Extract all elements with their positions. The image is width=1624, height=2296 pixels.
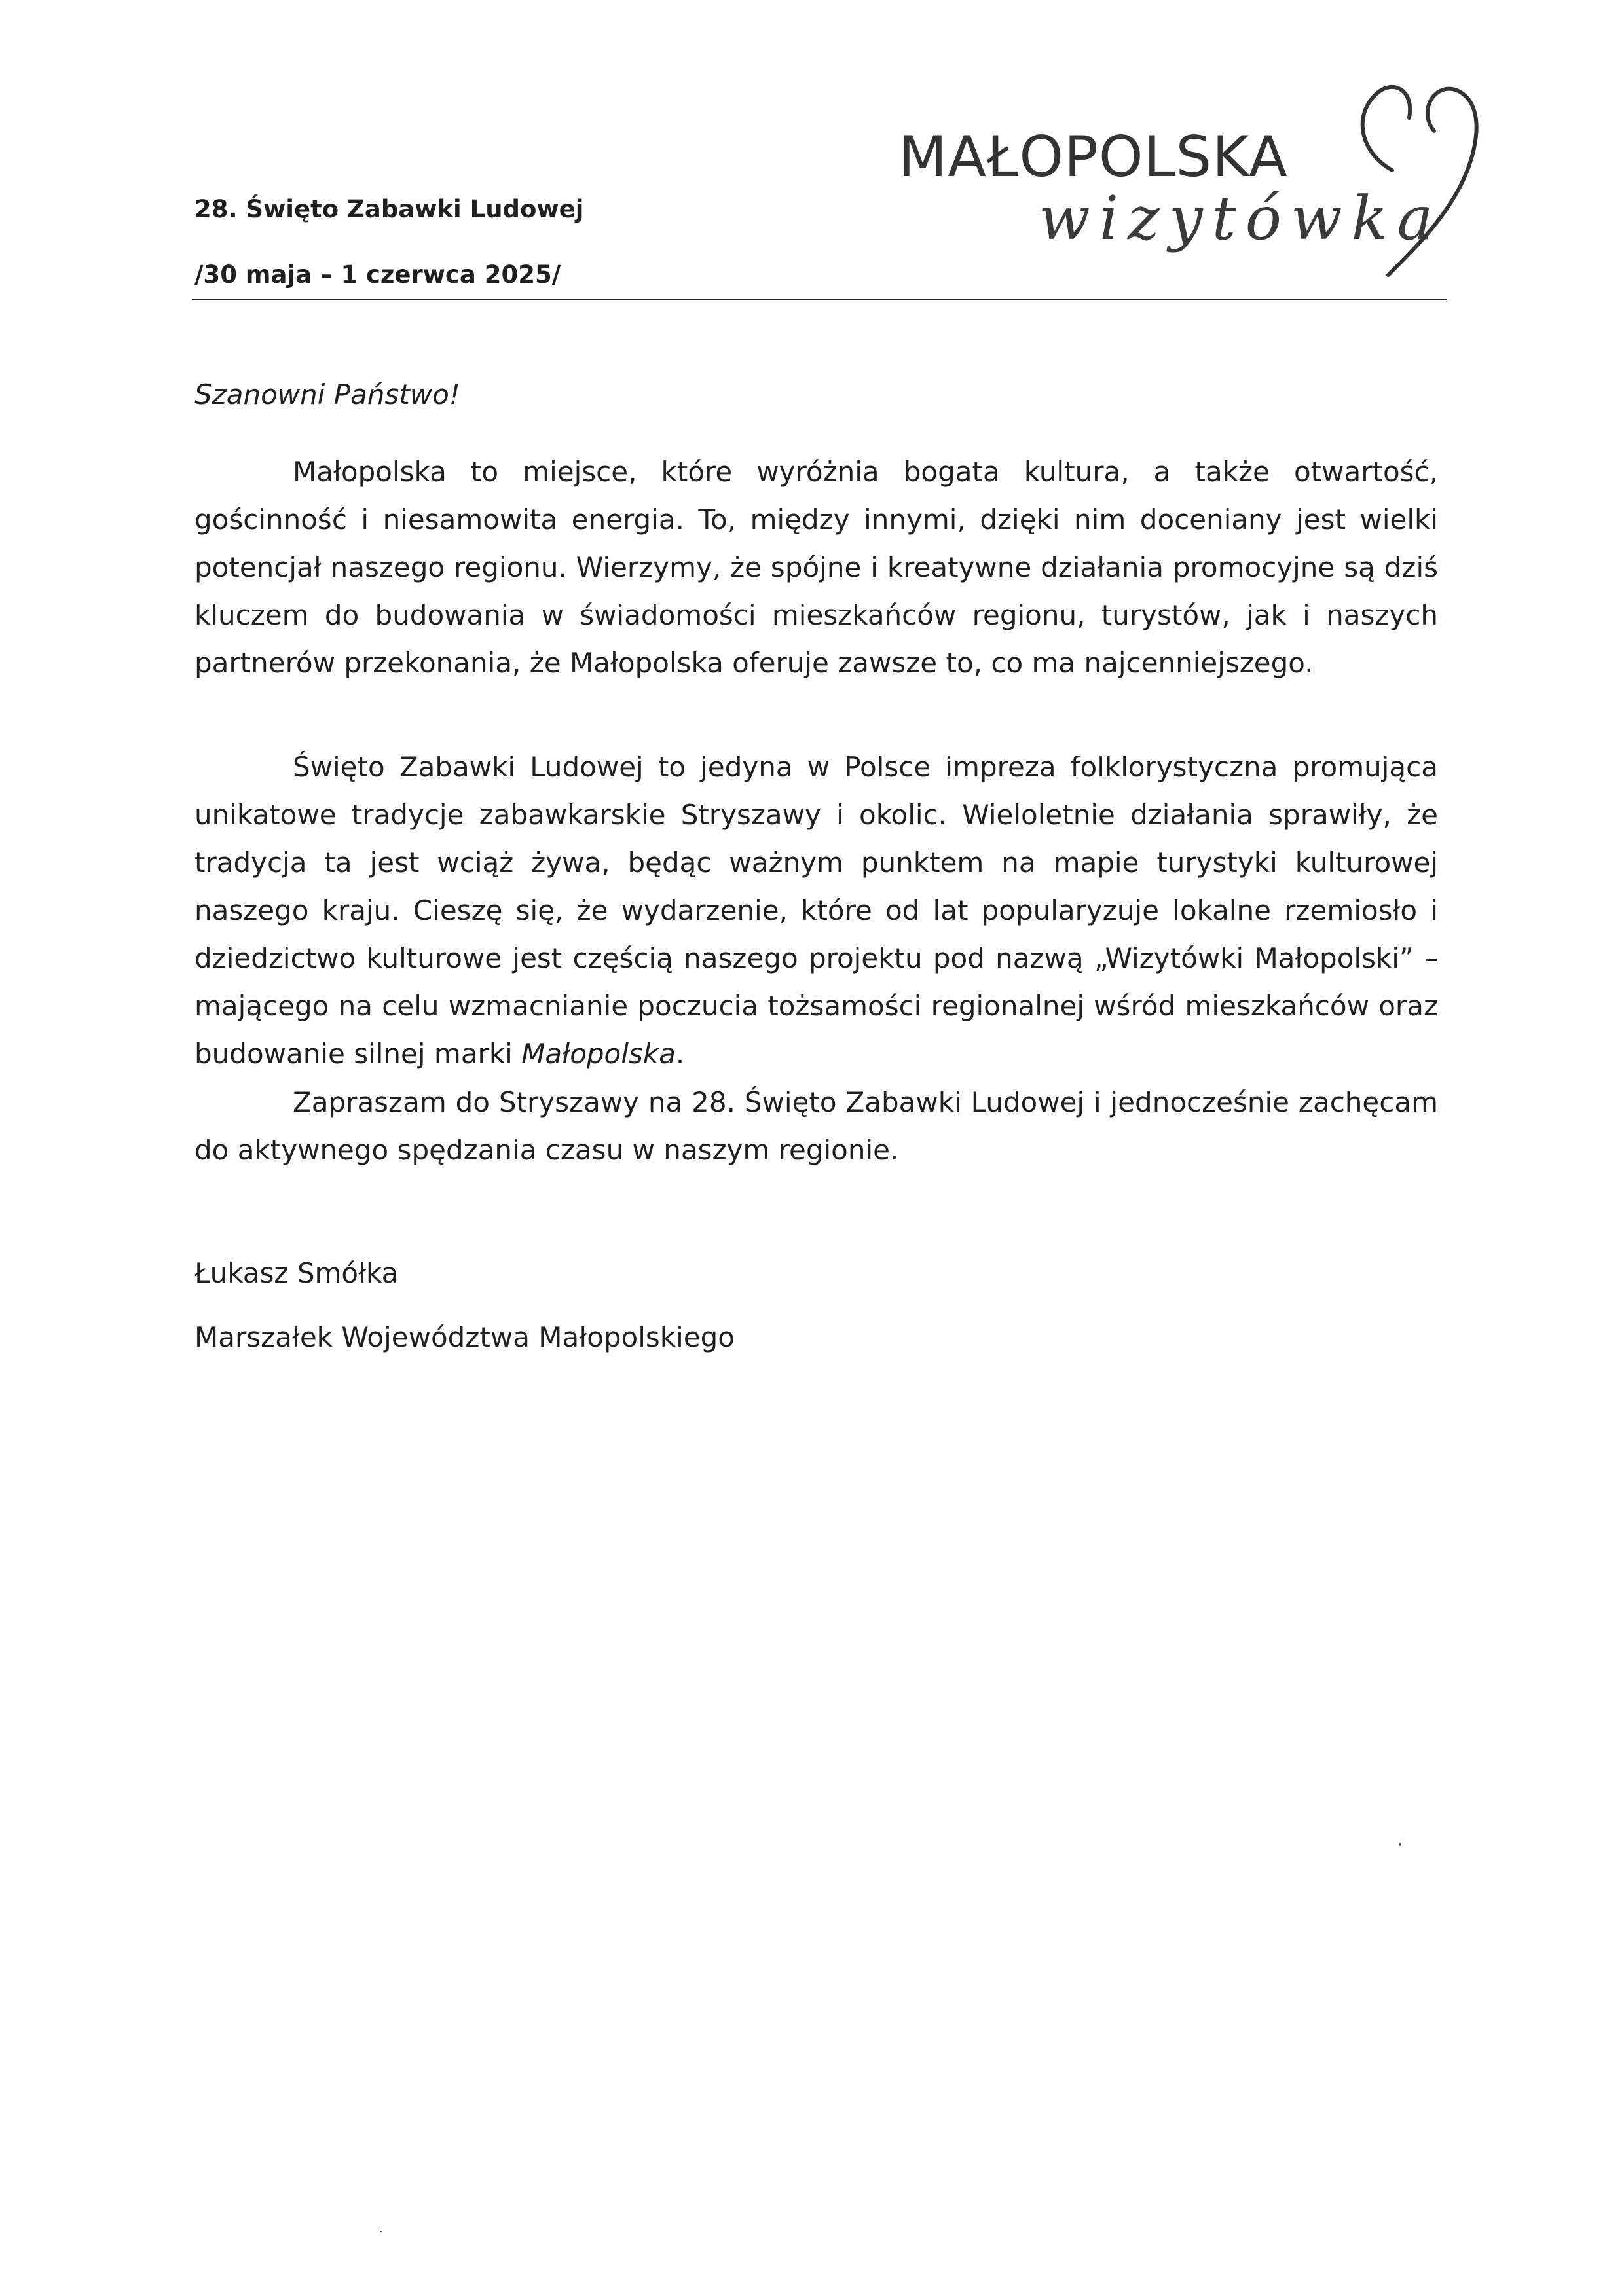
malopolska-wizytowka-logo (891, 79, 1506, 288)
paragraph-3: Zapraszam do Stryszawy na 28. Święto Zabawki Ludowej i jednocześnie zachęcam do aktywnego spędzania czasu w naszym regionie. (194, 1086, 1438, 1166)
paragraph-2-tail: . (675, 1038, 685, 1070)
salutation: Szanowni Państwo! (194, 378, 460, 410)
paragraph-2 (194, 743, 1438, 1078)
signatory-name: Łukasz Smółka (194, 1257, 399, 1289)
logo-script: wizytówka (1039, 183, 1443, 253)
brand-name-emphasis: Małopolska (521, 1038, 676, 1070)
scan-speck (1399, 1843, 1401, 1846)
heart-icon (1336, 79, 1493, 282)
header-divider (192, 299, 1447, 300)
event-dates: /30 maja – 1 czerwca 2025/ (194, 261, 561, 289)
paragraph-1: Małopolska to miejsce, które wyróżnia bogata kultura, a także otwartość, gościnność i niesamowita energia. To, między innymi, dzięki nim doceniany jest wielki potencjał naszego regionu. Wierzymy, że spójne i kreatywne działania promocyjne są dziś kluczem do budowania w świadomości mieszkańców regionu, turystów, jak i naszych partnerów przekonania, że Małopolska oferuje zawsze to, co ma najcenniejszego. (194, 456, 1438, 679)
event-title: 28. Święto Zabawki Ludowej (194, 195, 584, 223)
paragraph-2-text: Święto Zabawki Ludowej to jedyna w Polsce impreza folklorystyczna promująca unikatowe tradycje zabawkarskie Stryszawy i okolic. Wieloletnie działania sprawiły, że tradycja ta jest wciąż żywa, będąc ważnym punktem na mapie turystyki kulturowej naszego kraju. Cieszę się, że wydarzenie, które od lat popularyzuje lokalne rzemiosło i dziedzictwo kulturowe jest częścią naszego projektu pod nazwą „Wizytówki Małopolski” – mającego na celu wzmacnianie poczucia tożsamości regionalnej wśród mieszkańców oraz budowanie silnej marki (194, 751, 1438, 1070)
scan-speck (380, 2231, 382, 2232)
signatory-title: Marszałek Województwa Małopolskiego (194, 1321, 735, 1353)
logo-title: MAŁOPOLSKA (898, 124, 1288, 190)
